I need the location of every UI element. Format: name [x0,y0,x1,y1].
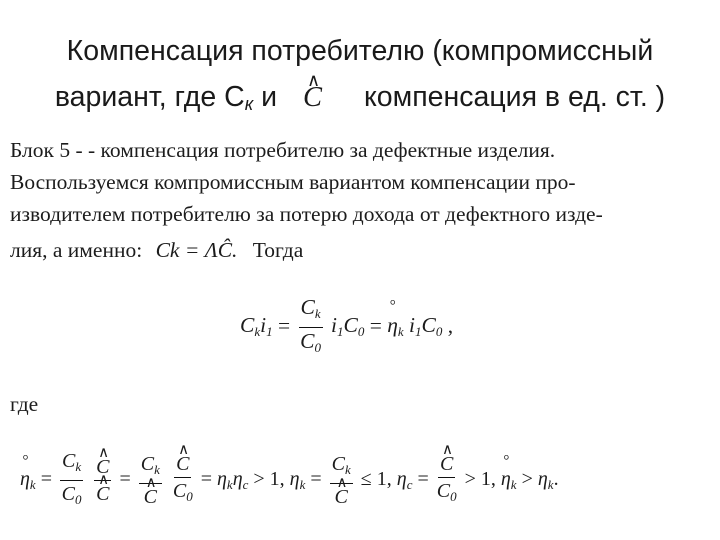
eq-ck-i1: $C_ki_1$ [240,313,273,340]
def-greater-sign: > [521,468,533,491]
eq-ck-over-c0: $\frac{C_k}{C_0}$ [300,295,321,355]
scan-line-3: изводителем потребителю за потерю дохода от дефектного изде- [10,202,603,226]
scan-line-4-after: Тогда [252,238,304,262]
def-greater-one-1: > 1, [253,468,285,491]
scan-line-4 [10,238,303,263]
definitions-equation: ° $\eta_k$ = $\frac{C_k}{C_0}$ ∧ C ∧ C = $C_k$ ∧ C ∧ $\frac{C}{C_0}$ = $\eta_k\eta_c > 1$, $\eta_k$ = $C_k$ ∧ C ≤ 1, $\eta_c$ = ∧ $\frac{C}{C_0}$ > 1, ° $\eta_k > \eta_k$. [20,448,559,513]
def-frac-chat-c0: ∧ $\frac{C}{C_0}$ [173,451,193,510]
title-line-2-subscript: к [244,94,254,114]
def-frac-chat-chat: ∧ C ∧ C [94,454,111,507]
eq-i1-c0-second: $i_1C_0$ [409,313,443,340]
title-line-2-end: компенсация в ед. ст. ) [363,81,666,113]
def-eta-k: ° $\eta_k$ [20,468,36,493]
title-line-2-and: и [253,81,285,113]
def-eta-k-final: $\eta_k$ [537,468,554,493]
eq-eta-k: ° $\eta_k$ [387,313,403,340]
def-eta-product: $\eta_k\eta_c$ [216,468,249,493]
scan-line-1: Блок 5 - - компенсация потребителю за дефектные изделия. [10,138,556,162]
def-eta-c: $\eta_c$ [396,468,413,493]
title-line-2-start: вариант, где С [54,81,245,113]
scan-line-2: Воспользуемся компромиссным вариантом компенсации про- [10,170,576,194]
def-greater-one-2: > 1, [464,468,496,491]
eq-i1-c0: $i_1C_0$ [331,313,365,340]
title-line-1: Компенсация потребителю (компромиссный [66,35,654,67]
def-frac-ck-chat-2: $C_k$ ∧ C [330,451,353,510]
def-frac-ck-c0: $\frac{C_k}{C_0}$ [61,450,82,507]
def-eta-k-ring: ° $\eta_k$ [501,468,517,493]
scan-line-4-text: лия, а именно: [10,238,143,262]
main-equation: $C_ki_1$ = $\frac{C_k}{C_0}$ $i_1C_0$ = ° $\eta_k$ $i_1C_0$ , [240,294,453,361]
slide-title [0,28,720,127]
def-eta-hat-k: $\eta_k$ [289,468,306,493]
def-frac-ck-chat: $C_k$ ∧ C [139,451,162,510]
scan-line-4-formula: Ck = ΛĈ. [155,238,238,262]
title-line-2 [0,74,720,127]
scan-where: где [10,392,39,416]
def-frac-chat-c0-2: ∧ $\frac{C}{C_0}$ [437,451,457,510]
def-less-equal-one: ≤ 1, [360,468,392,491]
title-c-hat-symbol: ∧ C [303,75,322,121]
